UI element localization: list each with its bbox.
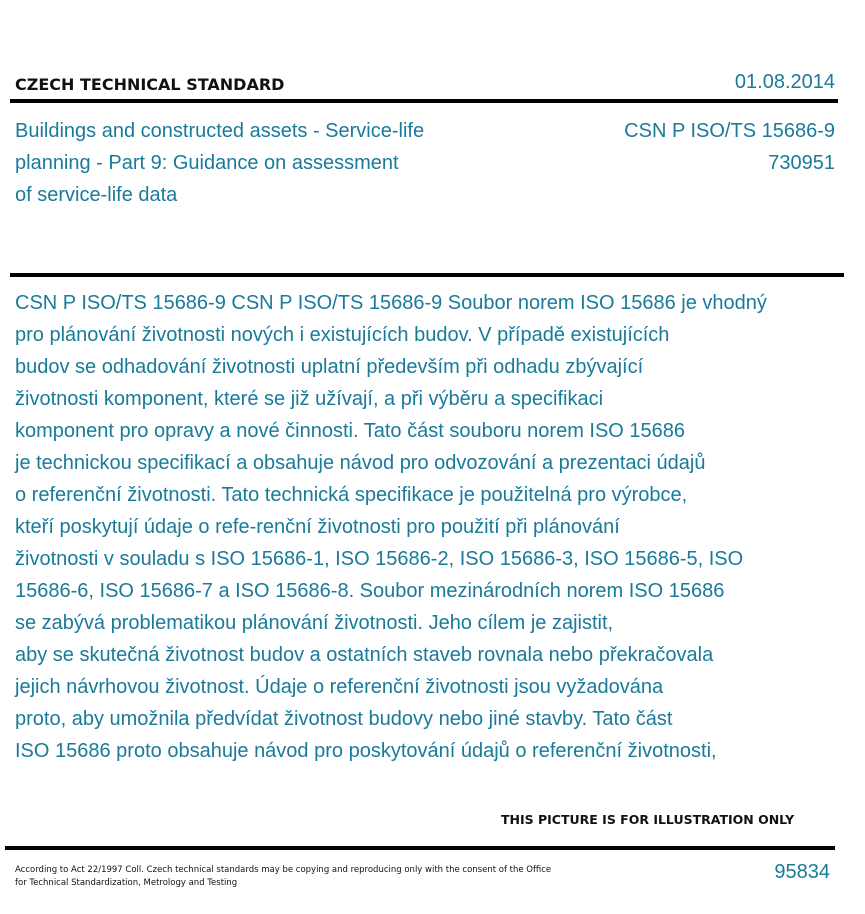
abstract-line: kteří poskytují údaje o refe-renční životnosti pro použití při plánování: [15, 516, 620, 538]
title-line: of service-life data: [15, 184, 178, 206]
abstract-line: komponent pro opravy a nové činnosti. Tato část souboru norem ISO 15686: [15, 420, 686, 442]
abstract-line: o referenční životnosti. Tato technická specifikace je použitelná pro výrobce,: [15, 484, 688, 506]
abstract-line: CSN P ISO/TS 15686-9 CSN P ISO/TS 15686-9 Soubor norem ISO 15686 je vhodný: [15, 292, 767, 314]
standard-title: [15, 115, 485, 211]
notice-line: for Technical Standardization, Metrology and Testing: [15, 878, 238, 888]
abstract-line: životnosti v souladu s ISO 15686-1, ISO 15686-2, ISO 15686-3, ISO 15686-5, ISO: [15, 548, 744, 570]
abstract-line: aby se skutečná životnost budov a ostatních staveb rovnala nebo překračovala: [15, 644, 714, 666]
title-divider: [10, 273, 844, 277]
abstract-line: 15686-6, ISO 15686-7 a ISO 15686-8. Soubor mezinárodních norem ISO 15686: [15, 580, 725, 602]
copyright-notice: [15, 864, 615, 890]
abstract-line: je technickou specifikací a obsahuje návod pro odvozování a prezentaci údajů: [15, 452, 706, 474]
abstract-line: se zabývá problematikou plánování životnosti. Jeho cílem je zajistit,: [15, 612, 614, 634]
abstract-line: proto, aby umožnila předvídat životnost budovy nebo jiné stavby. Tato část: [15, 708, 673, 730]
title-line: Buildings and constructed assets - Service-life: [15, 120, 425, 142]
footer-divider: [5, 846, 835, 850]
standard-code: CSN P ISO/TS 15686-9: [624, 120, 835, 142]
title-line: planning - Part 9: Guidance on assessment: [15, 152, 399, 174]
classification-number: 730951: [768, 152, 835, 174]
standard-identifiers: [624, 115, 835, 179]
abstract-line: ISO 15686 proto obsahuje návod pro poskytování údajů o referenční životnosti,: [15, 740, 717, 762]
notice-line: According to Act 22/1997 Coll. Czech technical standards may be copying and reproducing only with the consent of the Office: [15, 865, 552, 875]
abstract-line: jejich návrhovou životnost. Údaje o referenční životnosti jsou vyžadována: [15, 676, 664, 698]
standard-abstract: [15, 287, 845, 767]
abstract-line: životnosti komponent, které se již užívají, a při výběru a specifikaci: [15, 388, 604, 410]
illustration-disclaimer: THIS PICTURE IS FOR ILLUSTRATION ONLY: [501, 812, 795, 827]
abstract-line: pro plánování životnosti nových i existujících budov. V případě existujících: [15, 324, 670, 346]
header-divider: [10, 99, 838, 103]
abstract-line: budov se odhadování životnosti uplatní především při odhadu zbývající: [15, 356, 644, 378]
document-number: 95834: [774, 861, 830, 883]
document-type-label: CZECH TECHNICAL STANDARD: [15, 75, 285, 94]
publication-date: 01.08.2014: [734, 71, 835, 93]
